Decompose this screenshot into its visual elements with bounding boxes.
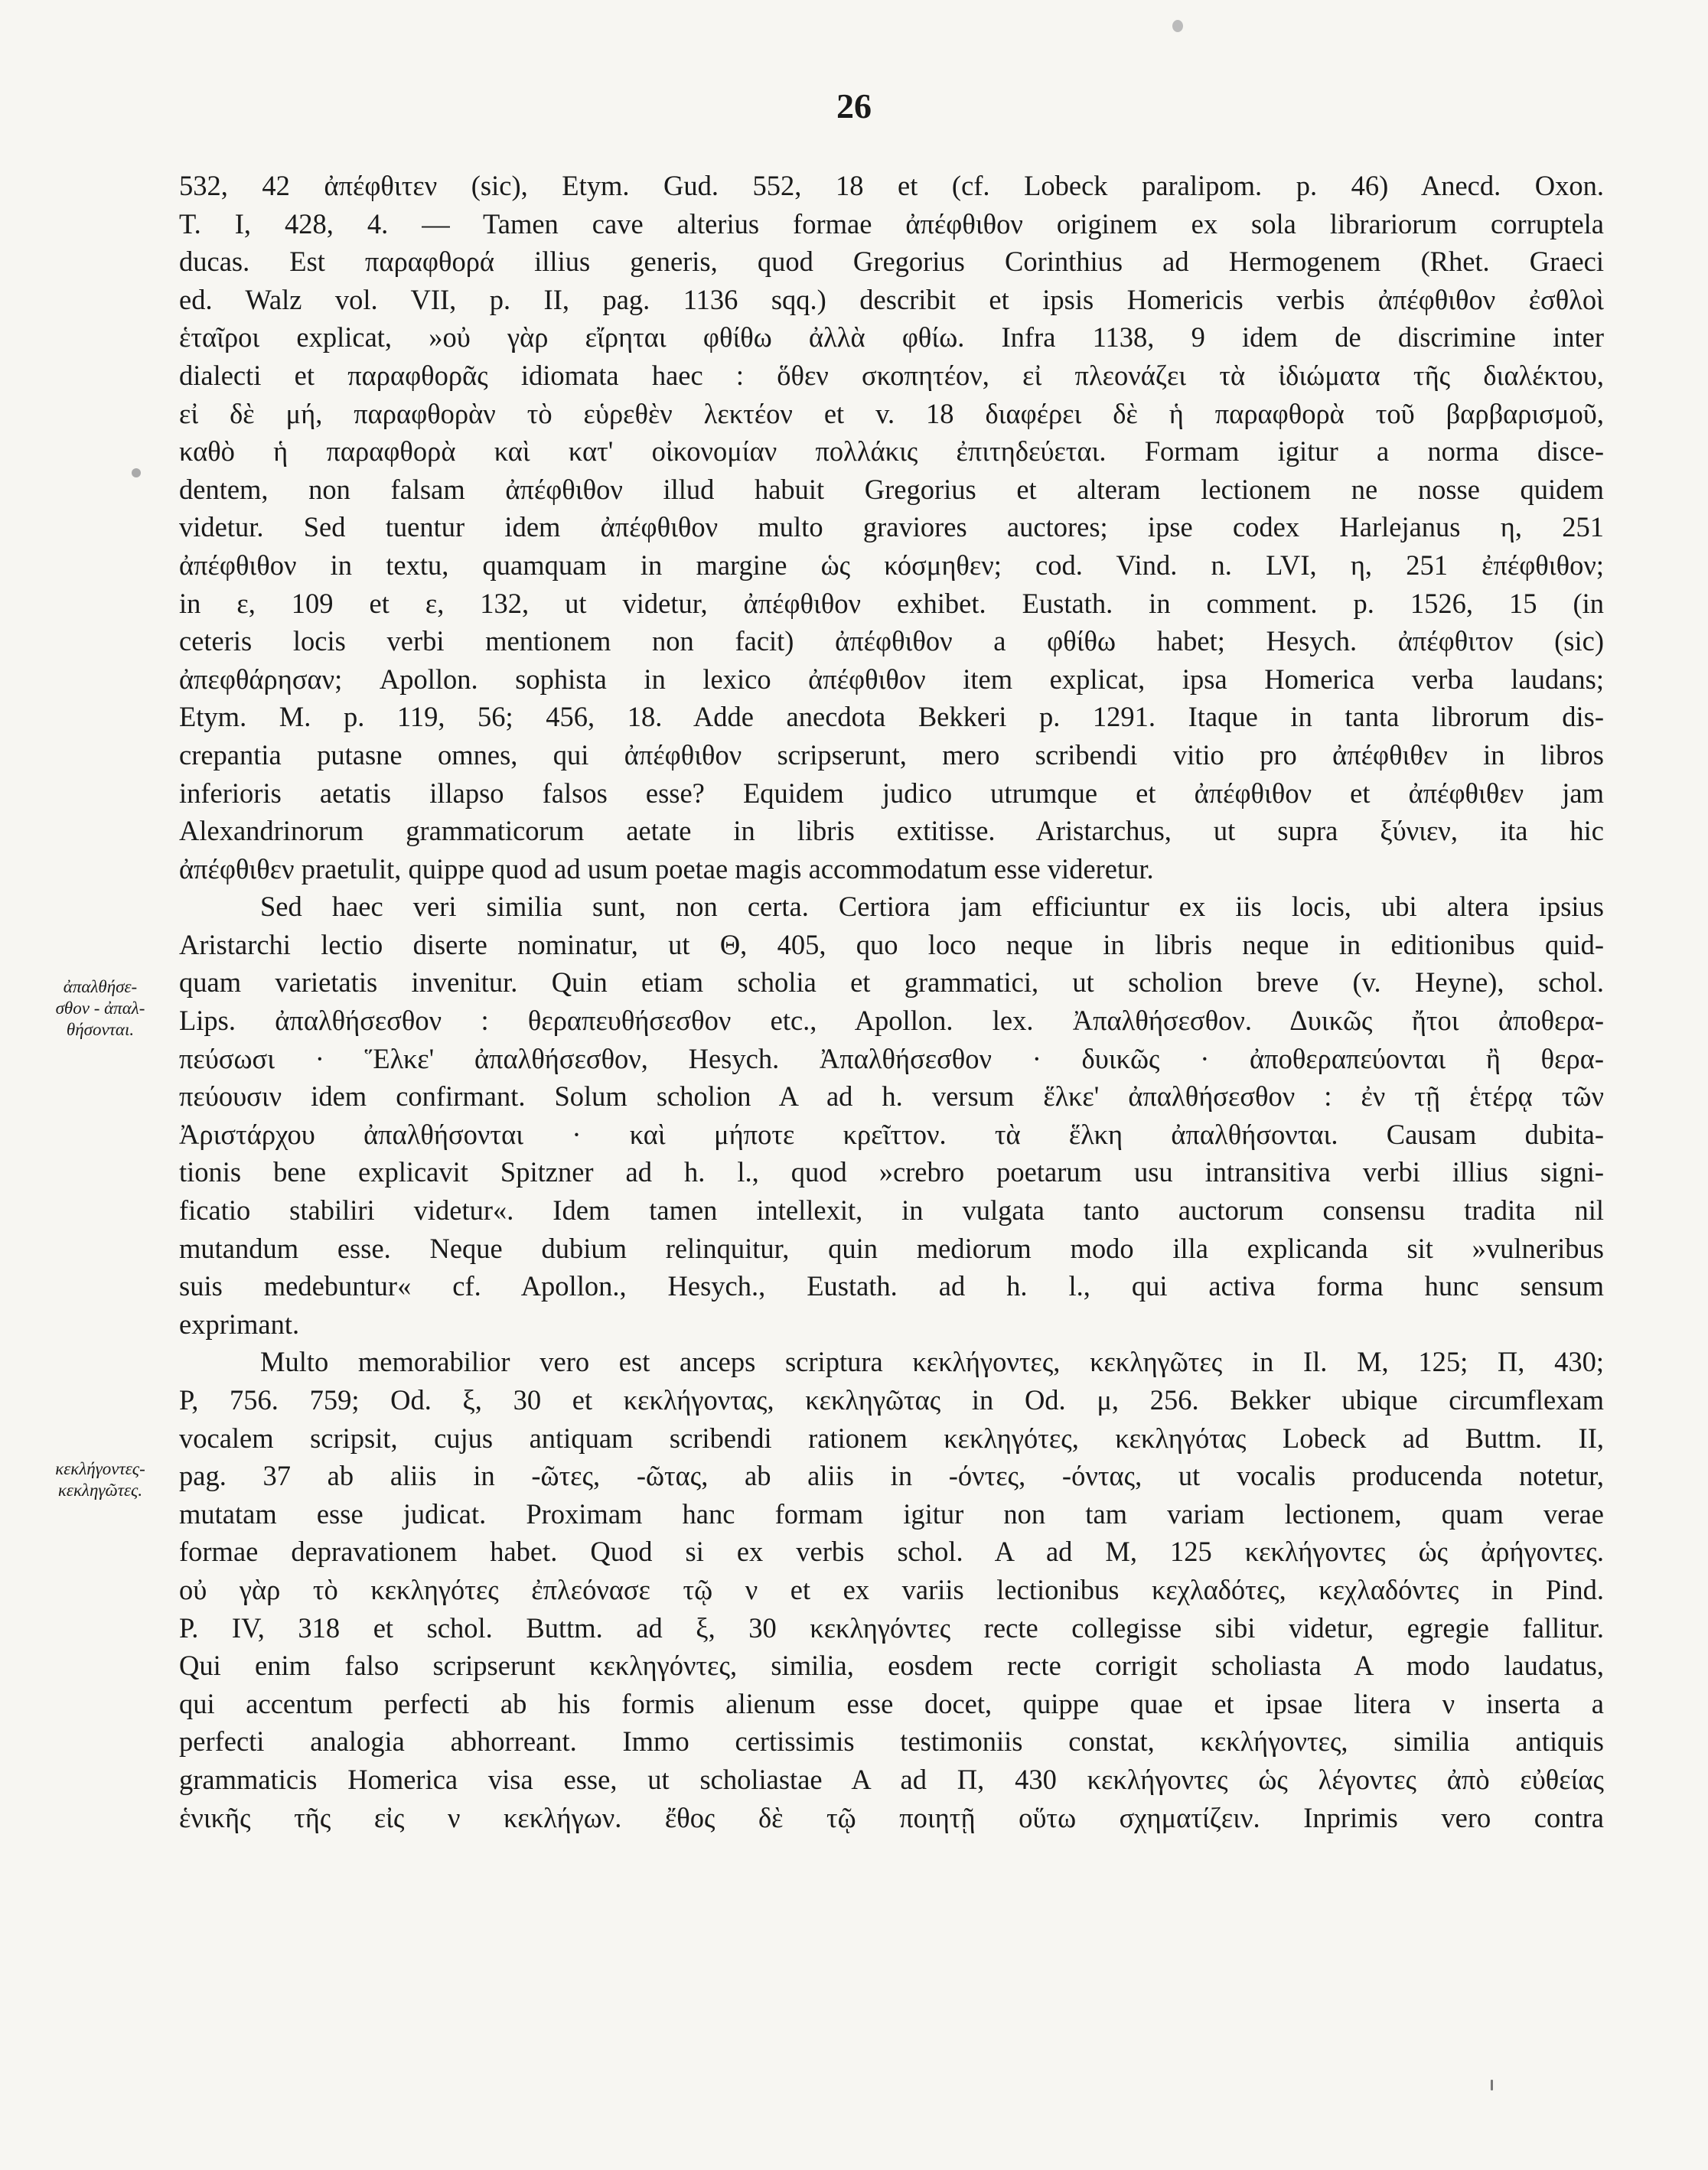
- text-line: Multo memorabilior vero est anceps scriptura κεκλήγοντες, κεκληγῶτες in Il. M, 125; Π, 430;: [260, 1346, 1604, 1378]
- paper-speck: [132, 468, 141, 477]
- text-line: exprimant.: [179, 1308, 300, 1340]
- text-line: Alexandrinorum grammaticorum aetate in libris extitisse. Aristarchus, ut supra ξύνιεν, ita hic: [179, 815, 1604, 847]
- text-line: dialecti et παραφθορᾶς idiomata haec : ὅθεν σκοπητέον, εἰ πλεονάζει τὰ ἰδιώματα τῆς διαλέκτου,: [179, 359, 1604, 391]
- text-line: ed. Walz vol. VII, p. II, pag. 1136 sqq.) describit et ipsis Homericis verbis ἀπέφθιθον ἐσθλοὶ: [179, 283, 1604, 315]
- margin-note-line: κεκληγῶτες.: [57, 1481, 143, 1500]
- paper-speck: [1491, 2080, 1493, 2090]
- text-line: Qui enim falso scripserunt κεκληγόντες, similia, eosdem recte corrigit scholiasta A modo laudatus,: [179, 1650, 1604, 1682]
- text-line: ἀπέφθιθον in textu, quamquam in margine ὡς κόσμηθεν; cod. Vind. n. LVI, η, 251 ἐπέφθιθον;: [179, 549, 1604, 581]
- margin-note-line: θήσονται.: [66, 1020, 135, 1039]
- text-line: ficatio stabiliri videtur«. Idem tamen intellexit, in vulgata tanto auctorum consensu tradita nil: [179, 1194, 1604, 1227]
- text-line: ἀπεφθάρησαν; Apollon. sophista in lexico ἀπέφθιθον item explicat, ipsa Homerica verba laudans;: [179, 663, 1604, 695]
- text-line: dentem, non falsam ἀπέφθιθον illud habuit Gregorius et alteram lectionem ne nosse quidem: [179, 473, 1604, 505]
- text-line: pag. 37 ab aliis in -ῶτες, -ῶτας, ab aliis in -όντες, -όντας, ut vocalis producenda notetur,: [179, 1460, 1604, 1492]
- page-number: 26: [836, 86, 872, 125]
- text-line: mutandum esse. Neque dubium relinquitur, quin mediorum modo illa explicanda sit »vulneribus: [179, 1232, 1604, 1264]
- body-text: [179, 167, 1604, 1836]
- text-line: vocalem scripsit, cujus antiquam scribendi rationem κεκληγότες, κεκληγότας Lobeck ad Buttm. II,: [179, 1422, 1604, 1454]
- text-line: tionis bene explicavit Spitzner ad h. l., quod »crebro poetarum usu intransitiva verbi illius signi-: [179, 1156, 1604, 1188]
- text-line: in ε, 109 et ε, 132, ut videtur, ἀπέφθιθον exhibet. Eustath. in comment. p. 1526, 15 (in: [179, 587, 1604, 619]
- text-line: καθὸ ἡ παραφθορὰ καὶ κατ' οἰκονομίαν πολλάκις ἐπιτηδεύεται. Formam igitur a norma disce-: [179, 435, 1604, 468]
- paper-speck: [1172, 20, 1183, 32]
- text-line: videtur. Sed tuentur idem ἀπέφθιθον multo graviores auctores; ipse codex Harlejanus η, 251: [179, 511, 1604, 543]
- margin-note-line: σθον - ἀπαλ-: [55, 999, 145, 1018]
- text-line: 532, 42 ἀπέφθιτεν (sic), Etym. Gud. 552, 18 et (cf. Lobeck paralipom. p. 46) Anecd. Oxon.: [179, 170, 1604, 201]
- text-line: formae depravationem habet. Quod si ex verbis schol. A ad M, 125 κεκλήγοντες ὡς ἀρήγοντες.: [179, 1536, 1604, 1568]
- text-line: mutatam esse judicat. Proximam hanc formam igitur non tam variam lectionem, quam verae: [179, 1497, 1604, 1530]
- text-line: πεύσωσι · Ἕλκε' ἀπαλθήσεσθον, Hesych. Ἀπαλθήσεσθον · δυικῶς · ἀποθεραπεύονται ἢ θερα-: [179, 1042, 1604, 1074]
- text-line: grammaticis Homerica visa esse, ut scholiastae A ad Π, 430 κεκλήγοντες ὡς λέγοντες ἀπὸ εὐθείας: [179, 1763, 1604, 1795]
- text-line: crepantia putasne omnes, qui ἀπέφθιθον scripserunt, mero scribendi vitio pro ἀπέφθιθεν in libros: [179, 738, 1604, 771]
- text-line: P. IV, 318 et schol. Buttm. ad ξ, 30 κεκληγόντες recte collegisse sibi videtur, egregie fallitur.: [179, 1611, 1604, 1644]
- text-line: ἀπέφθιθεν praetulit, quippe quod ad usum poetae magis accommodatum esse videretur.: [179, 852, 1154, 885]
- margin-note-line: κεκλήγοντες-: [55, 1459, 145, 1478]
- text-line: ἑταῖροι explicat, »οὐ γὰρ εἴρηται φθίθω ἀλλὰ φθίω. Infra 1138, 9 idem de discrimine inter: [179, 321, 1604, 354]
- text-line: suis medebuntur« cf. Apollon., Hesych., Eustath. ad h. l., qui activa forma hunc sensum: [179, 1270, 1604, 1302]
- text-line: πεύουσιν idem confirmant. Solum scholion A ad h. versum ἕλκε' ἀπαλθήσεσθον : ἐν τῇ ἑτέρᾳ τῶν: [179, 1080, 1604, 1113]
- text-line: Ἀριστάρχου ἀπαλθήσονται · καὶ μήποτε κρεῖττον. τὰ ἕλκη ἀπαλθήσονται. Causam dubita-: [179, 1118, 1604, 1150]
- text-line: ducas. Est παραφθορά illius generis, quod Gregorius Corinthius ad Hermogenem (Rhet. Graeci: [179, 246, 1604, 278]
- margin-note-keklegontes: [28, 1458, 173, 1501]
- text-line: Aristarchi lectio diserte nominatur, ut Θ, 405, quo loco neque in libris neque in editionibus quid-: [179, 928, 1604, 960]
- text-line: inferioris aetatis illapso falsos esse? Equidem judico utrumque et ἀπέφθιθον et ἀπέφθιθεν jam: [179, 777, 1604, 809]
- text-line: perfecti analogia abhorreant. Immo certissimis testimoniis constat, κεκλήγοντες, similia antiquis: [179, 1725, 1604, 1758]
- text-line: Lips. ἀπαλθήσεσθον : θεραπευθήσεσθον etc., Apollon. lex. Ἀπαλθήσεσθον. Δυικῶς ἤτοι ἀποθερα-: [179, 1005, 1604, 1037]
- text-line: qui accentum perfecti ab his formis alienum esse docet, quippe quae et ipsae litera ν inserta a: [179, 1687, 1604, 1719]
- text-line: T. I, 428, 4. — Tamen cave alterius formae ἀπέφθιθον originem ex sola librariorum corruptela: [179, 207, 1604, 239]
- margin-note-apalthesesthon: [28, 976, 173, 1041]
- text-line: οὐ γὰρ τὸ κεκληγότες ἐπλεόνασε τῷ ν et ex variis lectionibus κεχλαδότες, κεχλαδόντες in Pind.: [179, 1573, 1604, 1605]
- margin-note-line: ἀπαλθήσε-: [63, 977, 138, 996]
- text-line: P, 756. 759; Od. ξ, 30 et κεκλήγοντας, κεκληγῶτας in Od. μ, 256. Bekker ubique circumflexam: [179, 1384, 1604, 1416]
- text-line: ἑνικῆς τῆς εἰς ν κεκλήγων. ἔθος δὲ τῷ ποιητῇ οὕτω σχηματίζειν. Inprimis vero contra: [179, 1801, 1604, 1833]
- text-line: εἰ δὲ μή, παραφθορὰν τὸ εὑρεθὲν λεκτέον et v. 18 διαφέρει δὲ ἡ παραφθορὰ τοῦ βαρβαρισμοῦ,: [179, 397, 1604, 429]
- text-line: quam varietatis invenitur. Quin etiam scholia et grammatici, ut scholion breve (v. Heyne), schol.: [179, 966, 1604, 999]
- text-line: ceteris locis verbi mentionem non facit) ἀπέφθιθον a φθίθω habet; Hesych. ἀπέφθιτον (sic): [179, 625, 1604, 657]
- text-line: Sed haec veri similia sunt, non certa. Certiora jam efficiuntur ex iis locis, ubi altera ipsius: [260, 891, 1604, 923]
- text-line: Etym. M. p. 119, 56; 456, 18. Adde anecdota Bekkeri p. 1291. Itaque in tanta librorum dis-: [179, 701, 1604, 733]
